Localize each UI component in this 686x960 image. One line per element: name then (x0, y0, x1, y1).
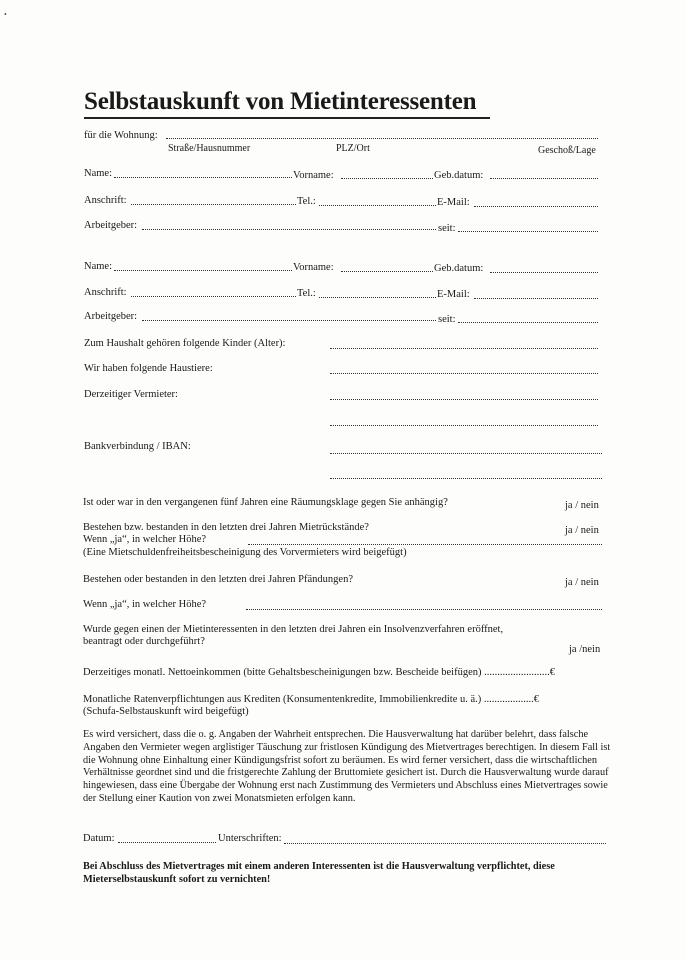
email-field-1[interactable] (474, 205, 598, 207)
insolvency-question-line1: Wurde gegen einen der Mietinteressenten in den letzten drei Jahren ein Insolvenzverfahren eröffnet, (83, 624, 504, 635)
credit-note: (Schufa-Selbstauskunft wird beigefügt) (83, 706, 249, 717)
tel-field-1[interactable] (319, 204, 436, 206)
seit-label-1: seit: (438, 223, 456, 234)
children-field[interactable] (330, 347, 598, 349)
garnishment-answer[interactable]: ja / nein (565, 577, 599, 588)
arbeitgeber-field-1[interactable] (142, 228, 436, 230)
street-caption: Straße/Hausnummer (168, 143, 251, 154)
vorname-field-1[interactable] (341, 177, 433, 179)
pets-field[interactable] (330, 372, 598, 374)
seit-field-2[interactable] (458, 321, 598, 323)
bank-field-2[interactable] (330, 477, 602, 479)
declaration-text: Es wird versichert, dass die o. g. Angaben der Wahrheit entsprechen. Die Hausverwaltung hat darüber belehrt, dass falsche Angaben den Vermieter wegen arglistiger Täuschung zur fristlosen Kündigung des Mietvertrages berechtigen. In diesem Fall ist die Wohnung ohne Einhaltung einer Kündigungsfrist sofort zu beräumen. Es wird ferner versichert, dass die wirtschaftlichen Verhältnisse geordnet sind und die fristgerechte Zahlung der Bruttomiete gesichert ist. Durch die Hausverwaltung wurde darauf hingewiesen, dass eine Übergabe der Wohnung erst nach Zustimmung des Vermieters und Abschluss eines Mietvertrages sowie der Stellung einer Kaution von zwei Monatsmieten erfolgen kann. (83, 729, 611, 804)
floor-caption: Geschoß/Lage (538, 145, 596, 156)
arrears-note: (Eine Mietschuldenfreiheitsbescheinigung des Vorvermieters wird beigefügt) (83, 547, 407, 558)
form-title: Selbstauskunft von Mietinteressenten (84, 88, 477, 115)
seit-label-2: seit: (438, 314, 456, 325)
title-underline (84, 117, 490, 119)
apartment-field[interactable] (166, 137, 598, 139)
landlord-field-2[interactable] (330, 424, 598, 426)
tel-label-2: Tel.: (297, 288, 316, 299)
arbeitgeber-label-1: Arbeitgeber: (84, 220, 138, 231)
geb-label-1: Geb.datum: (434, 170, 484, 181)
vorname-label-2: Vorname: (293, 262, 334, 273)
credit-line[interactable]: Monatliche Ratenverpflichtungen aus Krediten (Konsumentenkredite, Immobilienkredite u. ä.) ...................€ (83, 694, 540, 705)
apartment-label: für die Wohnung: (84, 130, 158, 141)
datum-field[interactable] (118, 841, 216, 843)
arrears-height-field[interactable] (248, 543, 602, 545)
seit-field-1[interactable] (458, 230, 598, 232)
vorname-label-1: Vorname: (293, 170, 334, 181)
email-label-1: E-Mail: (437, 197, 470, 208)
signatures-field[interactable] (284, 842, 606, 844)
tel-label-1: Tel.: (297, 196, 316, 207)
datum-label: Datum: (83, 833, 115, 844)
plz-caption: PLZ/Ort (336, 143, 370, 154)
children-label: Zum Haushalt gehören folgende Kinder (Alter): (84, 338, 286, 349)
name-label-2: Name: (84, 261, 112, 272)
scan-mark: • (4, 10, 7, 19)
anschrift-label-2: Anschrift: (84, 287, 127, 298)
anschrift-field-2[interactable] (131, 295, 296, 297)
geb-field-1[interactable] (490, 177, 598, 179)
garnishment-question: Bestehen oder bestanden in den letzten drei Jahren Pfändungen? (83, 574, 353, 585)
arbeitgeber-field-2[interactable] (142, 319, 436, 321)
name-field-2[interactable] (114, 269, 292, 271)
insolvency-answer[interactable]: ja /nein (569, 644, 601, 655)
vorname-field-2[interactable] (341, 270, 433, 272)
tel-field-2[interactable] (319, 296, 436, 298)
insolvency-question-line2: beantragt oder durchgeführt? (83, 636, 205, 647)
anschrift-field-1[interactable] (131, 203, 296, 205)
arrears-height-label: Wenn „ja“, in welcher Höhe? (83, 534, 207, 545)
arbeitgeber-label-2: Arbeitgeber: (84, 311, 138, 322)
geb-field-2[interactable] (490, 271, 598, 273)
bank-field-1[interactable] (330, 452, 602, 454)
name-label-1: Name: (84, 168, 112, 179)
garnishment-height-label: Wenn „ja“, in welcher Höhe? (83, 599, 207, 610)
email-label-2: E-Mail: (437, 289, 470, 300)
email-field-2[interactable] (474, 297, 598, 299)
eviction-question: Ist oder war in den vergangenen fünf Jahren eine Räumungsklage gegen Sie anhängig? (83, 497, 448, 508)
anschrift-label-1: Anschrift: (84, 195, 127, 206)
income-line[interactable]: Derzeitiges monatl. Nettoeinkommen (bitte Gehaltsbescheinigungen bzw. Bescheide beifügen) .........................€ (83, 667, 555, 678)
bank-label: Bankverbindung / IBAN: (84, 441, 191, 452)
garnishment-height-field[interactable] (246, 608, 602, 610)
signatures-label: Unterschriften: (218, 833, 282, 844)
name-field-1[interactable] (114, 176, 292, 178)
pets-label: Wir haben folgende Haustiere: (84, 363, 213, 374)
geb-label-2: Geb.datum: (434, 263, 484, 274)
landlord-label: Derzeitiger Vermieter: (84, 389, 178, 400)
eviction-answer[interactable]: ja / nein (565, 500, 599, 511)
landlord-field-1[interactable] (330, 398, 598, 400)
footer-notice: Bei Abschluss des Mietvertrages mit einem anderen Interessenten ist die Hausverwaltung verpflichtet, diese Mieterselbstauskunft sofort zu vernichten! (83, 861, 555, 885)
arrears-question: Bestehen bzw. bestanden in den letzten drei Jahren Mietrückstände? (83, 522, 369, 533)
arrears-answer[interactable]: ja / nein (565, 525, 599, 536)
